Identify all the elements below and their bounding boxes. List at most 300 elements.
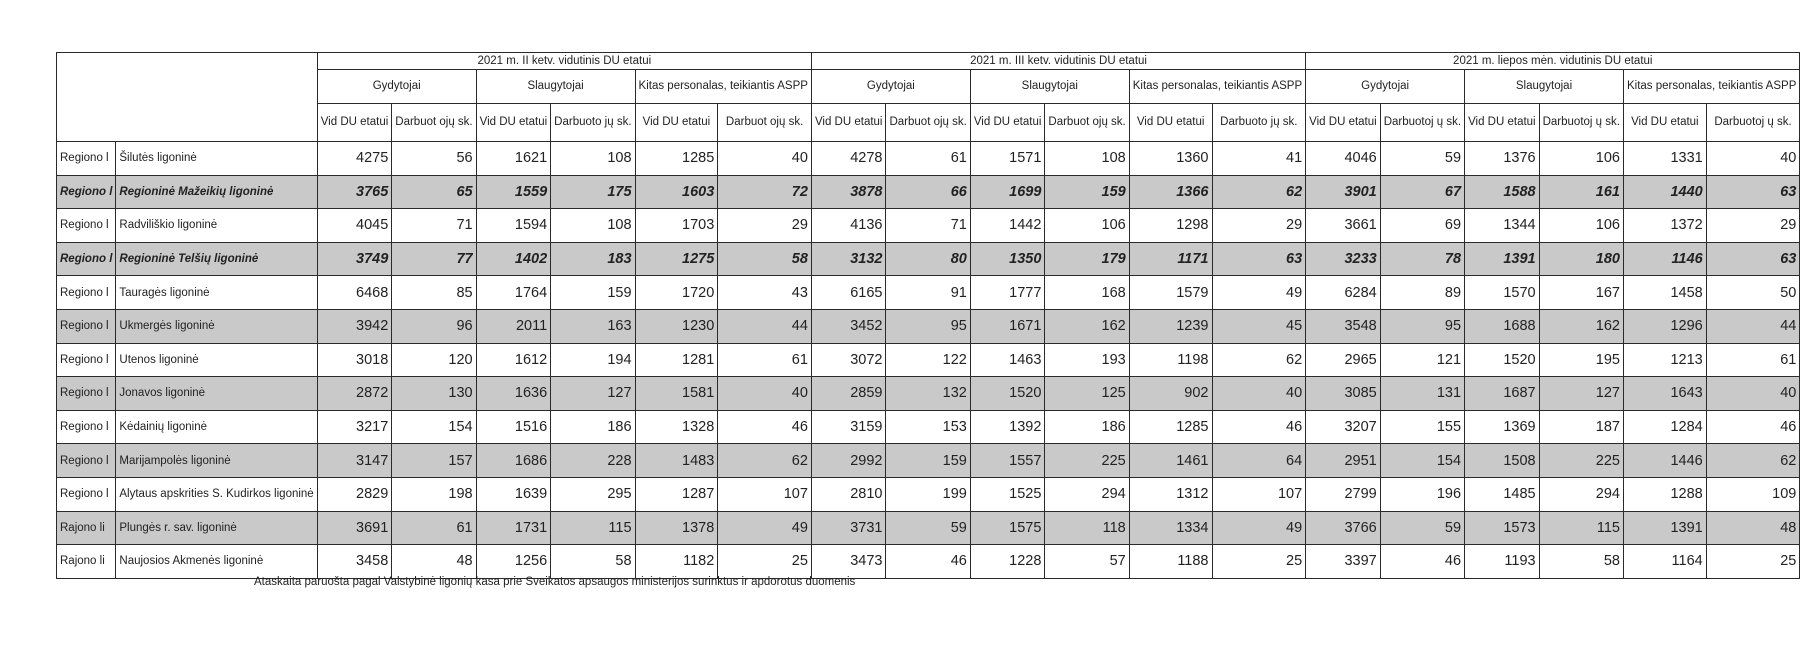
hospital-name-cell: Ukmergės ligoninė — [116, 309, 317, 343]
subgroup-header: Kitas personalas, teikiantis ASPP — [635, 70, 811, 104]
salary-cell: 1285 — [635, 142, 718, 176]
salary-cell: 6165 — [811, 276, 886, 310]
salary-cell: 1391 — [1623, 511, 1706, 545]
staff-count-cell: 199 — [886, 477, 970, 511]
staff-count-cell: 159 — [551, 276, 635, 310]
salary-cell: 1188 — [1129, 545, 1212, 579]
staff-count-cell: 154 — [392, 410, 476, 444]
staff-count-cell: 67 — [1380, 175, 1464, 209]
staff-count-cell: 115 — [1539, 511, 1623, 545]
salary-cell: 2965 — [1306, 343, 1381, 377]
salary-cell: 1366 — [1129, 175, 1212, 209]
salary-cell: 1213 — [1623, 343, 1706, 377]
salary-cell: 1643 — [1623, 377, 1706, 411]
subgroup-header: Kitas personalas, teikiantis ASPP — [1129, 70, 1305, 104]
salary-cell: 1621 — [476, 142, 551, 176]
salary-cell: 3018 — [317, 343, 392, 377]
staff-count-cell: 62 — [718, 444, 812, 478]
staff-count-cell: 59 — [886, 511, 970, 545]
staff-count-cell: 167 — [1539, 276, 1623, 310]
staff-count-cell: 130 — [392, 377, 476, 411]
staff-count-cell: 41 — [1212, 142, 1306, 176]
table-row — [57, 343, 1800, 377]
salary-cell: 1442 — [970, 209, 1045, 243]
salary-cell: 1369 — [1465, 410, 1540, 444]
staff-count-cell: 46 — [1706, 410, 1800, 444]
hospital-name-cell: Šilutės ligoninė — [116, 142, 317, 176]
staff-count-cell: 121 — [1380, 343, 1464, 377]
staff-count-cell: 186 — [1045, 410, 1129, 444]
staff-count-cell: 46 — [718, 410, 812, 444]
staff-count-cell: 25 — [718, 545, 812, 579]
staff-count-cell: 95 — [1380, 309, 1464, 343]
staff-count-cell: 294 — [1045, 477, 1129, 511]
salary-cell: 1485 — [1465, 477, 1540, 511]
staff-count-cell: 163 — [551, 309, 635, 343]
salary-cell: 3548 — [1306, 309, 1381, 343]
staff-count-cell: 122 — [886, 343, 970, 377]
staff-count-cell: 109 — [1706, 477, 1800, 511]
salary-cell: 1603 — [635, 175, 718, 209]
staff-count-cell: 44 — [718, 309, 812, 343]
staff-count-cell: 153 — [886, 410, 970, 444]
salary-cell: 1378 — [635, 511, 718, 545]
col-header-darbuotoju: Darbuoto jų sk. — [551, 104, 635, 142]
salary-cell: 1777 — [970, 276, 1045, 310]
salary-cell: 3749 — [317, 242, 392, 276]
staff-count-cell: 161 — [1539, 175, 1623, 209]
staff-count-cell: 125 — [1045, 377, 1129, 411]
table-row — [57, 276, 1800, 310]
salary-cell: 1573 — [1465, 511, 1540, 545]
salary-cell: 4045 — [317, 209, 392, 243]
row-type-cell: Regiono l — [57, 309, 116, 343]
salary-cell: 1440 — [1623, 175, 1706, 209]
salary-cell: 1146 — [1623, 242, 1706, 276]
salary-cell: 1764 — [476, 276, 551, 310]
salary-cell: 3473 — [811, 545, 886, 579]
salary-cell: 1256 — [476, 545, 551, 579]
staff-count-cell: 107 — [1212, 477, 1306, 511]
staff-count-cell: 193 — [1045, 343, 1129, 377]
hospital-name-cell: Alytaus apskrities S. Kudirkos ligoninė — [116, 477, 317, 511]
salary-cell: 1391 — [1465, 242, 1540, 276]
table-row — [57, 444, 1800, 478]
staff-count-cell: 80 — [886, 242, 970, 276]
salary-cell: 1516 — [476, 410, 551, 444]
staff-count-cell: 46 — [1380, 545, 1464, 579]
hospital-name-cell: Naujosios Akmenės ligoninė — [116, 545, 317, 579]
salary-cell: 3942 — [317, 309, 392, 343]
staff-count-cell: 61 — [1706, 343, 1800, 377]
subgroup-header: Kitas personalas, teikiantis ASPP — [1623, 70, 1799, 104]
staff-count-cell: 48 — [1706, 511, 1800, 545]
staff-count-cell: 118 — [1045, 511, 1129, 545]
salary-cell: 1688 — [1465, 309, 1540, 343]
col-header-vid-du: Vid DU etatui — [1129, 104, 1212, 142]
staff-count-cell: 295 — [551, 477, 635, 511]
salary-cell: 1699 — [970, 175, 1045, 209]
hospital-name-cell: Jonavos ligoninė — [116, 377, 317, 411]
row-type-cell: Regiono l — [57, 209, 116, 243]
salary-cell: 4278 — [811, 142, 886, 176]
hospital-name-cell: Utenos ligoninė — [116, 343, 317, 377]
col-header-darbuotoju: Darbuot ojų sk. — [392, 104, 476, 142]
staff-count-cell: 29 — [718, 209, 812, 243]
staff-count-cell: 107 — [718, 477, 812, 511]
table-body — [57, 142, 1800, 579]
salary-cell: 1520 — [970, 377, 1045, 411]
table-row — [57, 511, 1800, 545]
staff-count-cell: 58 — [1539, 545, 1623, 579]
subgroup-header: Gydytojai — [317, 70, 476, 104]
col-header-vid-du: Vid DU etatui — [1306, 104, 1381, 142]
staff-count-cell: 59 — [1380, 511, 1464, 545]
hospital-name-cell: Radviliškio ligoninė — [116, 209, 317, 243]
staff-count-cell: 66 — [886, 175, 970, 209]
salary-cell: 1171 — [1129, 242, 1212, 276]
staff-count-cell: 40 — [1706, 142, 1800, 176]
staff-count-cell: 91 — [886, 276, 970, 310]
salary-cell: 1328 — [635, 410, 718, 444]
salary-cell: 3132 — [811, 242, 886, 276]
salary-cell: 1312 — [1129, 477, 1212, 511]
col-header-vid-du: Vid DU etatui — [1465, 104, 1540, 142]
salary-cell: 3731 — [811, 511, 886, 545]
salary-cell: 1198 — [1129, 343, 1212, 377]
salary-cell: 1483 — [635, 444, 718, 478]
salary-cell: 2872 — [317, 377, 392, 411]
staff-count-cell: 62 — [1212, 343, 1306, 377]
staff-count-cell: 85 — [392, 276, 476, 310]
staff-count-cell: 108 — [551, 209, 635, 243]
salary-cell: 1612 — [476, 343, 551, 377]
salary-cell: 902 — [1129, 377, 1212, 411]
staff-count-cell: 228 — [551, 444, 635, 478]
staff-count-cell: 72 — [718, 175, 812, 209]
salary-cell: 3217 — [317, 410, 392, 444]
salary-cell: 1376 — [1465, 142, 1540, 176]
staff-count-cell: 40 — [1706, 377, 1800, 411]
salary-table — [56, 52, 1800, 579]
hospital-name-cell: Plungės r. sav. ligoninė — [116, 511, 317, 545]
staff-count-cell: 58 — [718, 242, 812, 276]
col-header-vid-du: Vid DU etatui — [317, 104, 392, 142]
subgroup-header: Gydytojai — [1306, 70, 1465, 104]
row-type-cell: Regiono l — [57, 477, 116, 511]
staff-count-cell: 154 — [1380, 444, 1464, 478]
salary-cell: 1230 — [635, 309, 718, 343]
salary-cell: 1570 — [1465, 276, 1540, 310]
staff-count-cell: 95 — [886, 309, 970, 343]
salary-cell: 1636 — [476, 377, 551, 411]
col-header-vid-du: Vid DU etatui — [1623, 104, 1706, 142]
salary-cell: 1285 — [1129, 410, 1212, 444]
salary-cell: 1594 — [476, 209, 551, 243]
salary-cell: 1164 — [1623, 545, 1706, 579]
table-row — [57, 545, 1800, 579]
staff-count-cell: 63 — [1706, 175, 1800, 209]
group-header: 2021 m. liepos mėn. vidutinis DU etatui — [1306, 53, 1800, 70]
salary-cell: 1559 — [476, 175, 551, 209]
salary-cell: 1571 — [970, 142, 1045, 176]
subgroup-header: Slaugytojai — [1465, 70, 1624, 104]
staff-count-cell: 50 — [1706, 276, 1800, 310]
salary-cell: 1331 — [1623, 142, 1706, 176]
staff-count-cell: 49 — [1212, 511, 1306, 545]
staff-count-cell: 29 — [1212, 209, 1306, 243]
staff-count-cell: 57 — [1045, 545, 1129, 579]
staff-count-cell: 195 — [1539, 343, 1623, 377]
salary-cell: 1298 — [1129, 209, 1212, 243]
row-type-cell: Rajono li — [57, 545, 116, 579]
staff-count-cell: 132 — [886, 377, 970, 411]
table-row — [57, 142, 1800, 176]
salary-cell: 1193 — [1465, 545, 1540, 579]
staff-count-cell: 225 — [1539, 444, 1623, 478]
salary-cell: 3147 — [317, 444, 392, 478]
salary-cell: 1687 — [1465, 377, 1540, 411]
salary-cell: 3452 — [811, 309, 886, 343]
salary-cell: 1350 — [970, 242, 1045, 276]
salary-cell: 6284 — [1306, 276, 1381, 310]
staff-count-cell: 71 — [886, 209, 970, 243]
col-header-darbuotoju: Darbuot ojų sk. — [1045, 104, 1129, 142]
row-type-cell: Regiono l — [57, 343, 116, 377]
hospital-name-cell: Kėdainių ligoninė — [116, 410, 317, 444]
table-row — [57, 175, 1800, 209]
staff-count-cell: 106 — [1045, 209, 1129, 243]
salary-cell: 1360 — [1129, 142, 1212, 176]
salary-cell: 1588 — [1465, 175, 1540, 209]
salary-cell: 1239 — [1129, 309, 1212, 343]
staff-count-cell: 59 — [1380, 142, 1464, 176]
row-type-cell: Regiono l — [57, 276, 116, 310]
staff-count-cell: 127 — [551, 377, 635, 411]
hospital-name-cell: Regioninė Mažeikių ligoninė — [116, 175, 317, 209]
salary-cell: 1182 — [635, 545, 718, 579]
salary-cell: 1463 — [970, 343, 1045, 377]
staff-count-cell: 162 — [1539, 309, 1623, 343]
salary-cell: 4046 — [1306, 142, 1381, 176]
col-header-vid-du: Vid DU etatui — [970, 104, 1045, 142]
staff-count-cell: 61 — [392, 511, 476, 545]
staff-count-cell: 89 — [1380, 276, 1464, 310]
staff-count-cell: 225 — [1045, 444, 1129, 478]
salary-cell: 1296 — [1623, 309, 1706, 343]
subgroup-header: Slaugytojai — [476, 70, 635, 104]
row-type-cell: Regiono l — [57, 175, 116, 209]
salary-cell: 1344 — [1465, 209, 1540, 243]
group-header: 2021 m. II ketv. vidutinis DU etatui — [317, 53, 811, 70]
salary-cell: 1639 — [476, 477, 551, 511]
col-header-vid-du: Vid DU etatui — [635, 104, 718, 142]
staff-count-cell: 40 — [718, 377, 812, 411]
staff-count-cell: 29 — [1706, 209, 1800, 243]
salary-cell: 1575 — [970, 511, 1045, 545]
table-row — [57, 477, 1800, 511]
salary-cell: 1284 — [1623, 410, 1706, 444]
staff-count-cell: 194 — [551, 343, 635, 377]
salary-cell: 2011 — [476, 309, 551, 343]
staff-count-cell: 62 — [1706, 444, 1800, 478]
staff-count-cell: 115 — [551, 511, 635, 545]
salary-cell: 1446 — [1623, 444, 1706, 478]
salary-cell: 2799 — [1306, 477, 1381, 511]
salary-cell: 1334 — [1129, 511, 1212, 545]
staff-count-cell: 56 — [392, 142, 476, 176]
subgroup-header: Slaugytojai — [970, 70, 1129, 104]
col-header-vid-du: Vid DU etatui — [476, 104, 551, 142]
staff-count-cell: 40 — [718, 142, 812, 176]
salary-cell: 1281 — [635, 343, 718, 377]
staff-count-cell: 179 — [1045, 242, 1129, 276]
salary-cell: 1525 — [970, 477, 1045, 511]
hospital-name-cell: Regioninė Telšių ligoninė — [116, 242, 317, 276]
salary-cell: 1228 — [970, 545, 1045, 579]
salary-cell: 1703 — [635, 209, 718, 243]
col-header-darbuotoju: Darbuoto jų sk. — [1212, 104, 1306, 142]
staff-count-cell: 61 — [718, 343, 812, 377]
salary-cell: 3765 — [317, 175, 392, 209]
staff-count-cell: 186 — [551, 410, 635, 444]
row-type-cell: Regiono l — [57, 242, 116, 276]
salary-cell: 3878 — [811, 175, 886, 209]
staff-count-cell: 198 — [392, 477, 476, 511]
staff-count-cell: 44 — [1706, 309, 1800, 343]
salary-cell: 1671 — [970, 309, 1045, 343]
hospital-name-cell: Marijampolės ligoninė — [116, 444, 317, 478]
salary-cell: 1402 — [476, 242, 551, 276]
staff-count-cell: 65 — [392, 175, 476, 209]
staff-count-cell: 187 — [1539, 410, 1623, 444]
staff-count-cell: 49 — [718, 511, 812, 545]
staff-count-cell: 159 — [886, 444, 970, 478]
table-row — [57, 410, 1800, 444]
staff-count-cell: 78 — [1380, 242, 1464, 276]
staff-count-cell: 43 — [718, 276, 812, 310]
staff-count-cell: 46 — [886, 545, 970, 579]
salary-cell: 3661 — [1306, 209, 1381, 243]
salary-cell: 3233 — [1306, 242, 1381, 276]
staff-count-cell: 46 — [1212, 410, 1306, 444]
salary-cell: 1581 — [635, 377, 718, 411]
footnote: Ataskaita paruošta pagal Valstybinė ligonių kasa prie Sveikatos apsaugos ministerijos surinktus ir apdorotus duomenis — [254, 576, 856, 588]
staff-count-cell: 168 — [1045, 276, 1129, 310]
salary-cell: 2992 — [811, 444, 886, 478]
table-row — [57, 209, 1800, 243]
staff-count-cell: 127 — [1539, 377, 1623, 411]
salary-cell: 3207 — [1306, 410, 1381, 444]
salary-cell: 1720 — [635, 276, 718, 310]
staff-count-cell: 71 — [392, 209, 476, 243]
salary-cell: 4275 — [317, 142, 392, 176]
table-row — [57, 377, 1800, 411]
staff-count-cell: 96 — [392, 309, 476, 343]
table-row — [57, 309, 1800, 343]
staff-count-cell: 183 — [551, 242, 635, 276]
salary-cell: 1520 — [1465, 343, 1540, 377]
hospital-name-cell: Tauragės ligoninė — [116, 276, 317, 310]
salary-cell: 1731 — [476, 511, 551, 545]
staff-count-cell: 25 — [1706, 545, 1800, 579]
staff-count-cell: 63 — [1706, 242, 1800, 276]
staff-count-cell: 49 — [1212, 276, 1306, 310]
staff-count-cell: 61 — [886, 142, 970, 176]
group-header: 2021 m. III ketv. vidutinis DU etatui — [811, 53, 1305, 70]
subgroup-header: Gydytojai — [811, 70, 970, 104]
row-type-cell: Regiono l — [57, 377, 116, 411]
salary-cell: 3458 — [317, 545, 392, 579]
corner-cell — [57, 53, 318, 142]
staff-count-cell: 69 — [1380, 209, 1464, 243]
staff-count-cell: 108 — [1045, 142, 1129, 176]
salary-cell: 3072 — [811, 343, 886, 377]
salary-cell: 3397 — [1306, 545, 1381, 579]
col-header-darbuotoju: Darbuotoj ų sk. — [1706, 104, 1800, 142]
staff-count-cell: 155 — [1380, 410, 1464, 444]
salary-cell: 1287 — [635, 477, 718, 511]
staff-count-cell: 64 — [1212, 444, 1306, 478]
col-header-vid-du: Vid DU etatui — [811, 104, 886, 142]
salary-cell: 2829 — [317, 477, 392, 511]
salary-cell: 3766 — [1306, 511, 1381, 545]
staff-count-cell: 120 — [392, 343, 476, 377]
salary-cell: 1275 — [635, 242, 718, 276]
staff-count-cell: 294 — [1539, 477, 1623, 511]
salary-cell: 3085 — [1306, 377, 1381, 411]
staff-count-cell: 58 — [551, 545, 635, 579]
salary-cell: 3901 — [1306, 175, 1381, 209]
staff-count-cell: 106 — [1539, 209, 1623, 243]
salary-cell: 1557 — [970, 444, 1045, 478]
salary-cell: 2810 — [811, 477, 886, 511]
salary-cell: 1392 — [970, 410, 1045, 444]
staff-count-cell: 45 — [1212, 309, 1306, 343]
salary-cell: 6468 — [317, 276, 392, 310]
row-type-cell: Regiono l — [57, 142, 116, 176]
staff-count-cell: 106 — [1539, 142, 1623, 176]
salary-cell: 1686 — [476, 444, 551, 478]
col-header-darbuotoju: Darbuot ojų sk. — [886, 104, 970, 142]
col-header-darbuotoju: Darbuotoj ų sk. — [1539, 104, 1623, 142]
salary-cell: 3691 — [317, 511, 392, 545]
staff-count-cell: 108 — [551, 142, 635, 176]
salary-cell: 2951 — [1306, 444, 1381, 478]
salary-cell: 1579 — [1129, 276, 1212, 310]
staff-count-cell: 77 — [392, 242, 476, 276]
salary-cell: 1458 — [1623, 276, 1706, 310]
staff-count-cell: 159 — [1045, 175, 1129, 209]
row-type-cell: Regiono l — [57, 444, 116, 478]
staff-count-cell: 63 — [1212, 242, 1306, 276]
salary-cell: 3159 — [811, 410, 886, 444]
staff-count-cell: 196 — [1380, 477, 1464, 511]
staff-count-cell: 162 — [1045, 309, 1129, 343]
salary-cell: 1288 — [1623, 477, 1706, 511]
salary-cell: 1508 — [1465, 444, 1540, 478]
staff-count-cell: 25 — [1212, 545, 1306, 579]
salary-cell: 4136 — [811, 209, 886, 243]
row-type-cell: Rajono li — [57, 511, 116, 545]
staff-count-cell: 131 — [1380, 377, 1464, 411]
staff-count-cell: 40 — [1212, 377, 1306, 411]
salary-cell: 1372 — [1623, 209, 1706, 243]
staff-count-cell: 48 — [392, 545, 476, 579]
col-header-darbuotoju: Darbuotoj ų sk. — [1380, 104, 1464, 142]
table-row — [57, 242, 1800, 276]
staff-count-cell: 157 — [392, 444, 476, 478]
